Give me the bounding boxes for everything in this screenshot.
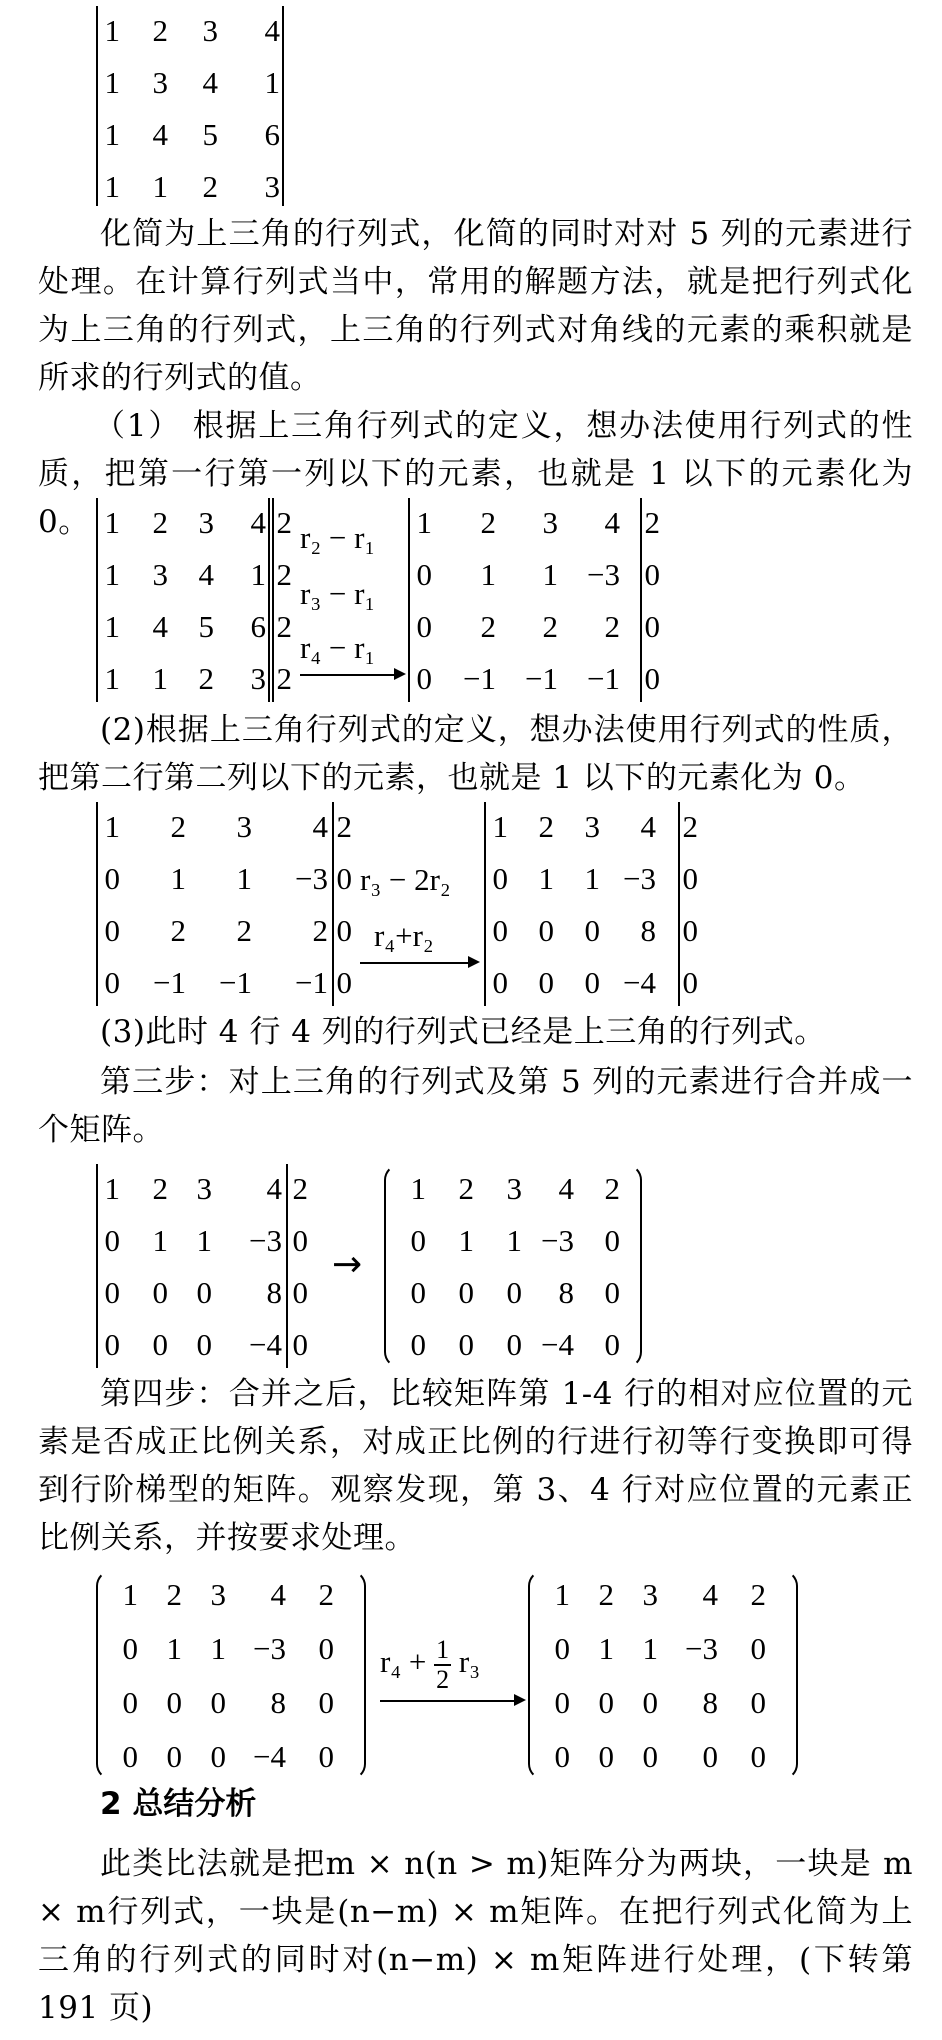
step4-op-b: r₃ (458, 1644, 481, 1680)
matrix-cell: 3 (152, 65, 168, 100)
matrix-cell: 1 (104, 117, 120, 152)
matrix-cell: 0 (604, 1223, 620, 1258)
paragraph-summary: 此类比法就是把m × n(n > m)矩阵分为两块，一块是 m × m行列式，一块是(n−m) × m矩阵。在把行列式化简为上三角的行列式的同时对(n−m) × m矩阵进行处理，(下转第 191 页) (38, 1846, 913, 2026)
matrix-cell: 1 (170, 861, 186, 896)
matrix-cell: −3 (541, 1223, 574, 1258)
step1-op-1: r₂ − r₁ (300, 520, 376, 555)
matrix-cell: 0 (166, 1739, 182, 1774)
matrix-cell: −4 (253, 1739, 286, 1774)
matrix-cell: 4 (152, 609, 168, 644)
matrix-cell: 0 (492, 861, 508, 896)
matrix-cell: 0 (104, 861, 120, 896)
matrix-cell: 2 (198, 661, 214, 696)
matrix-cell: 1 (458, 1223, 474, 1258)
matrix-cell: 0 (584, 913, 600, 948)
step4-fraction (434, 1636, 451, 1694)
matrix-cell: 1 (104, 169, 120, 204)
matrix-cell: 1 (250, 557, 266, 592)
matrix-cell: 3 (198, 505, 214, 540)
matrix-cell: 0 (416, 609, 432, 644)
matrix-cell: 1 (104, 505, 120, 540)
matrix-cell: 6 (264, 117, 280, 152)
matrix-cell: −1 (463, 661, 496, 696)
matrix-cell: 4 (250, 505, 266, 540)
matrix-cell: 1 (104, 809, 120, 844)
matrix-cell: 0 (492, 965, 508, 1000)
matrix-cell: 1 (264, 65, 280, 100)
matrix-cell: 4 (152, 117, 168, 152)
matrix-cell: 0 (152, 1275, 168, 1310)
matrix-cell: 1 (152, 661, 168, 696)
matrix-cell: 0 (104, 1275, 120, 1310)
matrix-cell: 1 (104, 609, 120, 644)
matrix-cell: −4 (541, 1327, 574, 1362)
matrix-cell: 0 (104, 965, 120, 1000)
matrix-cell: 1 (506, 1223, 522, 1258)
matrix-cell: 0 (554, 1631, 570, 1666)
matrix-cell: 0 (416, 661, 432, 696)
matrix-cell: 0 (336, 913, 352, 948)
matrix-cell: −4 (623, 965, 656, 1000)
matrix-cell: −3 (295, 861, 328, 896)
matrix-cell: −3 (623, 861, 656, 896)
matrix-cell: 4 (312, 809, 328, 844)
matrix-cell: 3 (236, 809, 252, 844)
matrix-cell: 4 (604, 505, 620, 540)
matrix-cell: 4 (558, 1171, 574, 1206)
matrix-cell: 3 (202, 13, 218, 48)
matrix-cell: 2 (170, 913, 186, 948)
step4-right-matrix (528, 1570, 798, 1780)
matrix-cell: −1 (525, 661, 558, 696)
matrix-cell: 0 (122, 1631, 138, 1666)
matrix-cell: 2 (604, 1171, 620, 1206)
matrix-cell: 0 (292, 1275, 308, 1310)
matrix-cell: 4 (198, 557, 214, 592)
matrix-cell: 0 (598, 1685, 614, 1720)
matrix-cell: 0 (506, 1275, 522, 1310)
paragraph-step-1: （1） 根据上三角行列式的定义，想办法使用行列式的性质，把第一行第一列以下的元素，也就是 1 以下的元素化为 0。 (38, 408, 913, 540)
matrix-cell: 0 (750, 1631, 766, 1666)
step1-op-2: r₃ − r₁ (300, 576, 376, 611)
section-heading: 2 总结分析 (100, 1786, 257, 1822)
matrix-cell: 4 (640, 809, 656, 844)
matrix-cell: 8 (640, 913, 656, 948)
matrix-cell: 0 (336, 861, 352, 896)
matrix-cell: 1 (104, 557, 120, 592)
step2-left-matrix (96, 802, 356, 1006)
matrix-cell: 0 (682, 965, 698, 1000)
matrix-cell: 2 (682, 809, 698, 844)
matrix-cell: 3 (584, 809, 600, 844)
matrix-cell: 0 (318, 1739, 334, 1774)
matrix-cell: 1 (538, 861, 554, 896)
matrix-cell: 0 (196, 1327, 212, 1362)
matrix-cell: 0 (644, 609, 660, 644)
matrix-cell: 2 (604, 609, 620, 644)
matrix-cell: −1 (153, 965, 186, 1000)
matrix-cell: 0 (104, 1223, 120, 1258)
matrix-cell: 2 (750, 1577, 766, 1612)
matrix-cell: 0 (702, 1739, 718, 1774)
matrix-cell: 0 (554, 1685, 570, 1720)
matrix-cell: 3 (642, 1577, 658, 1612)
matrix-cell: 0 (410, 1327, 426, 1362)
matrix-cell: 1 (104, 13, 120, 48)
matrix-cell: 1 (210, 1631, 226, 1666)
matrix-cell: 8 (270, 1685, 286, 1720)
matrix-cell: 1 (598, 1631, 614, 1666)
matrix-cell: 1 (104, 65, 120, 100)
matrix-cell: 3 (250, 661, 266, 696)
matrix-cell: 4 (270, 1577, 286, 1612)
matrix-cell: 0 (410, 1223, 426, 1258)
matrix-cell: 2 (292, 1171, 308, 1206)
matrix-cell: 0 (682, 861, 698, 896)
matrix-cell: 2 (152, 13, 168, 48)
matrix-cell: 3 (542, 505, 558, 540)
matrix-cell: 0 (122, 1739, 138, 1774)
matrix-cell: 0 (210, 1685, 226, 1720)
matrix-cell: 1 (416, 505, 432, 540)
step4-frac-den: 2 (436, 1665, 450, 1694)
matrix-cell: 5 (198, 609, 214, 644)
matrix-cell: 0 (336, 965, 352, 1000)
matrix-cell: 0 (410, 1275, 426, 1310)
matrix-cell: 2 (538, 809, 554, 844)
paragraph-step-3: (3)此时 4 行 4 列的行列式已经是上三角的行列式。 (100, 1014, 826, 1050)
step4-left-matrix (96, 1570, 366, 1780)
matrix-cell: 2 (480, 505, 496, 540)
matrix-cell: 5 (202, 117, 218, 152)
matrix-cell: 0 (644, 661, 660, 696)
matrix-cell: 1 (122, 1577, 138, 1612)
matrix-cell: 0 (492, 913, 508, 948)
matrix-cell: 2 (170, 809, 186, 844)
matrix-cell: 1 (480, 557, 496, 592)
matrix-cell: 3 (210, 1577, 226, 1612)
step1-op-3: r₄ − r₁ (300, 630, 376, 665)
matrix-cell: −1 (587, 661, 620, 696)
matrix-cell: 2 (480, 609, 496, 644)
matrix-cell: 0 (750, 1739, 766, 1774)
matrix-cell: 2 (236, 913, 252, 948)
matrix-cell: 4 (202, 65, 218, 100)
matrix-cell: 0 (292, 1327, 308, 1362)
matrix-cell: 0 (554, 1739, 570, 1774)
matrix-cell: 0 (152, 1327, 168, 1362)
matrix-cell: 0 (166, 1685, 182, 1720)
matrix-cell: −1 (219, 965, 252, 1000)
paragraph-third-step: 第三步：对上三角的行列式及第 5 列的元素进行合并成一个矩阵。 (38, 1064, 913, 1148)
matrix-cell: 3 (196, 1171, 212, 1206)
matrix-cell: 6 (250, 609, 266, 644)
matrix-cell: 1 (166, 1631, 182, 1666)
step2-op-2: r₄+r₂ (374, 918, 434, 953)
matrix-cell: 0 (210, 1739, 226, 1774)
matrix-cell: 0 (604, 1275, 620, 1310)
matrix-cell: 3 (506, 1171, 522, 1206)
step3-right-matrix (384, 1164, 644, 1368)
matrix-cell: 0 (598, 1739, 614, 1774)
matrix-cell: 0 (604, 1327, 620, 1362)
matrix-cell: 0 (538, 965, 554, 1000)
matrix-cell: 2 (644, 505, 660, 540)
matrix-cell: 2 (152, 505, 168, 540)
matrix-cell: 1 (542, 557, 558, 592)
matrix-cell: 1 (410, 1171, 426, 1206)
matrix-cell: 2 (276, 661, 292, 696)
matrix-cell: 1 (236, 861, 252, 896)
matrix-cell: 2 (166, 1577, 182, 1612)
matrix-cell: 2 (276, 609, 292, 644)
matrix-cell: 0 (318, 1631, 334, 1666)
step4-op (380, 1636, 480, 1694)
step4-frac-num: 1 (436, 1635, 450, 1664)
matrix-cell: −1 (295, 965, 328, 1000)
matrix-cell: 0 (292, 1223, 308, 1258)
matrix-cell: 2 (336, 809, 352, 844)
matrix-cell: 0 (644, 557, 660, 592)
matrix-cell: 0 (506, 1327, 522, 1362)
matrix-cell: −4 (249, 1327, 282, 1362)
paragraph-simplify-intro: 化简为上三角的行列式，化简的同时对对 5 列的元素进行处理。在计算行列式当中，常用的解题方法，就是把行列式化为上三角的行列式，上三角的行列式对角线的元素的乘积就是所求的行列式的值。 (38, 216, 913, 396)
matrix-cell: 0 (750, 1685, 766, 1720)
matrix-cell: 1 (642, 1631, 658, 1666)
matrix-cell: 0 (104, 1327, 120, 1362)
matrix-cell: 1 (152, 1223, 168, 1258)
matrix-cell: 0 (538, 913, 554, 948)
matrix-cell: 2 (318, 1577, 334, 1612)
matrix-cell: 1 (152, 169, 168, 204)
matrix-cell: 0 (642, 1739, 658, 1774)
matrix-cell: 4 (266, 1171, 282, 1206)
determinant-initial (96, 6, 286, 206)
step1-right-matrix (408, 498, 688, 702)
matrix-cell: 0 (318, 1685, 334, 1720)
matrix-cell: −3 (685, 1631, 718, 1666)
matrix-cell: 8 (266, 1275, 282, 1310)
matrix-cell: 0 (458, 1275, 474, 1310)
matrix-cell: 1 (104, 661, 120, 696)
matrix-cell: 3 (152, 557, 168, 592)
matrix-cell: 2 (152, 1171, 168, 1206)
matrix-cell: 4 (264, 13, 280, 48)
matrix-cell: −3 (253, 1631, 286, 1666)
matrix-cell: 2 (542, 609, 558, 644)
matrix-cell: 2 (458, 1171, 474, 1206)
matrix-cell: 0 (196, 1275, 212, 1310)
matrix-cell: 1 (104, 1171, 120, 1206)
matrix-cell: 0 (416, 557, 432, 592)
matrix-cell: 8 (558, 1275, 574, 1310)
paragraph-fourth-step: 第四步：合并之后，比较矩阵第 1-4 行的相对应位置的元素是否成正比例关系，对成正比例的行进行初等行变换即可得到行阶梯型的矩阵。观察发现，第 3、4 行对应位置的元素正比例关系，并按要求处理。 (38, 1376, 913, 1556)
matrix-cell: 0 (122, 1685, 138, 1720)
matrix-cell: 1 (584, 861, 600, 896)
step4-op-a: r₄ + (380, 1644, 427, 1680)
matrix-cell: −3 (587, 557, 620, 592)
matrix-cell: 1 (196, 1223, 212, 1258)
matrix-cell: 2 (276, 557, 292, 592)
step2-right-matrix (484, 802, 704, 1006)
matrix-cell: 1 (554, 1577, 570, 1612)
matrix-cell: −3 (249, 1223, 282, 1258)
matrix-cell: 2 (312, 913, 328, 948)
matrix-cell: 3 (264, 169, 280, 204)
matrix-cell: 0 (104, 913, 120, 948)
matrix-cell: 0 (584, 965, 600, 1000)
matrix-cell: 0 (458, 1327, 474, 1362)
step3-arrow: → (332, 1244, 363, 1285)
matrix-cell: 2 (276, 505, 292, 540)
paragraph-step-2: (2)根据上三角行列式的定义，想办法使用行列式的性质，把第二行第二列以下的元素，也就是 1 以下的元素化为 0。 (38, 712, 913, 796)
matrix-cell: 2 (598, 1577, 614, 1612)
matrix-cell: 0 (682, 913, 698, 948)
matrix-cell: 4 (702, 1577, 718, 1612)
step2-op-1: r₃ − 2r₂ (360, 862, 451, 897)
matrix-cell: 0 (642, 1685, 658, 1720)
matrix-cell: 2 (202, 169, 218, 204)
matrix-cell: 8 (702, 1685, 718, 1720)
step3-left-matrix (96, 1164, 336, 1368)
matrix-cell: 1 (492, 809, 508, 844)
